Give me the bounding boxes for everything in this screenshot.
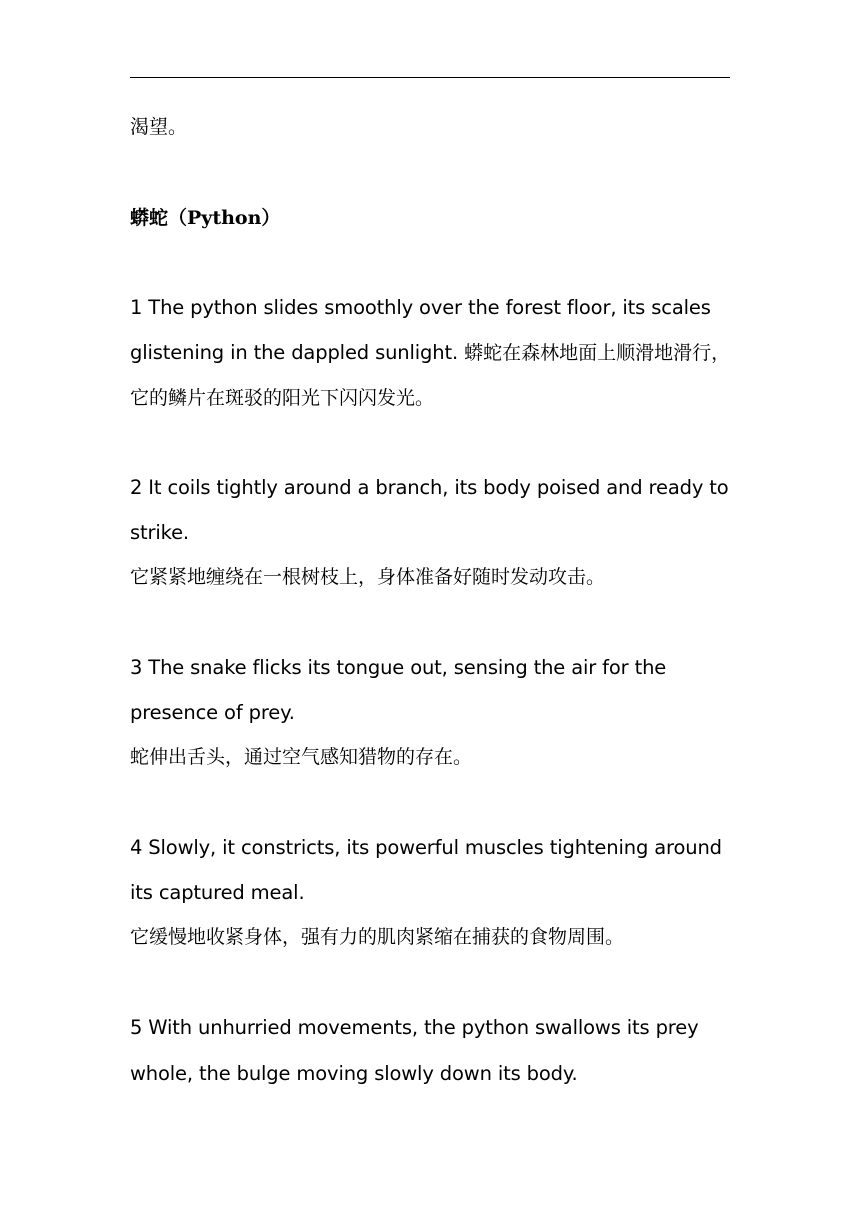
- continuation-text: 渴望。: [130, 116, 188, 138]
- item-1-line-2: [130, 339, 730, 367]
- item-4-zh-line: 它缓慢地收紧身体，强有力的肌肉紧缩在捕获的食物周围。: [130, 926, 625, 948]
- item-4-en-line-1: 4 Slowly, it constricts, its powerful muscles tightening around: [130, 836, 722, 859]
- item-1-zh-line: 它的鳞片在斑驳的阳光下闪闪发光。: [130, 387, 435, 409]
- item-4-en-line-2: its captured meal.: [130, 881, 305, 904]
- section-title: 蟒蛇（Python）: [130, 207, 281, 229]
- item-3-zh-line: 蛇伸出舌头，通过空气感知猎物的存在。: [130, 746, 473, 768]
- header-rule: [130, 77, 730, 78]
- item-5-en-line-2: whole, the bulge moving slowly down its body.: [130, 1062, 578, 1085]
- item-1-zh-inline: 蟒蛇在森林地面上顺滑地滑行，: [458, 342, 731, 364]
- item-2-en-line-1: 2 It coils tightly around a branch, its body poised and ready to: [130, 476, 729, 499]
- item-2-zh-line: 它紧紧地缠绕在一根树枝上，身体准备好随时发动攻击。: [130, 566, 606, 588]
- item-3-en-line-1: 3 The snake flicks its tongue out, sensing the air for the: [130, 656, 667, 679]
- item-2-en-line-2: strike.: [130, 521, 189, 544]
- item-1-en-line-2: glistening in the dappled sunlight.: [130, 341, 459, 364]
- item-5-en-line-1: 5 With unhurried movements, the python swallows its prey: [130, 1016, 699, 1039]
- item-1-en-line-1: 1 The python slides smoothly over the forest floor, its scales: [130, 296, 711, 319]
- item-3-en-line-2: presence of prey.: [130, 701, 295, 724]
